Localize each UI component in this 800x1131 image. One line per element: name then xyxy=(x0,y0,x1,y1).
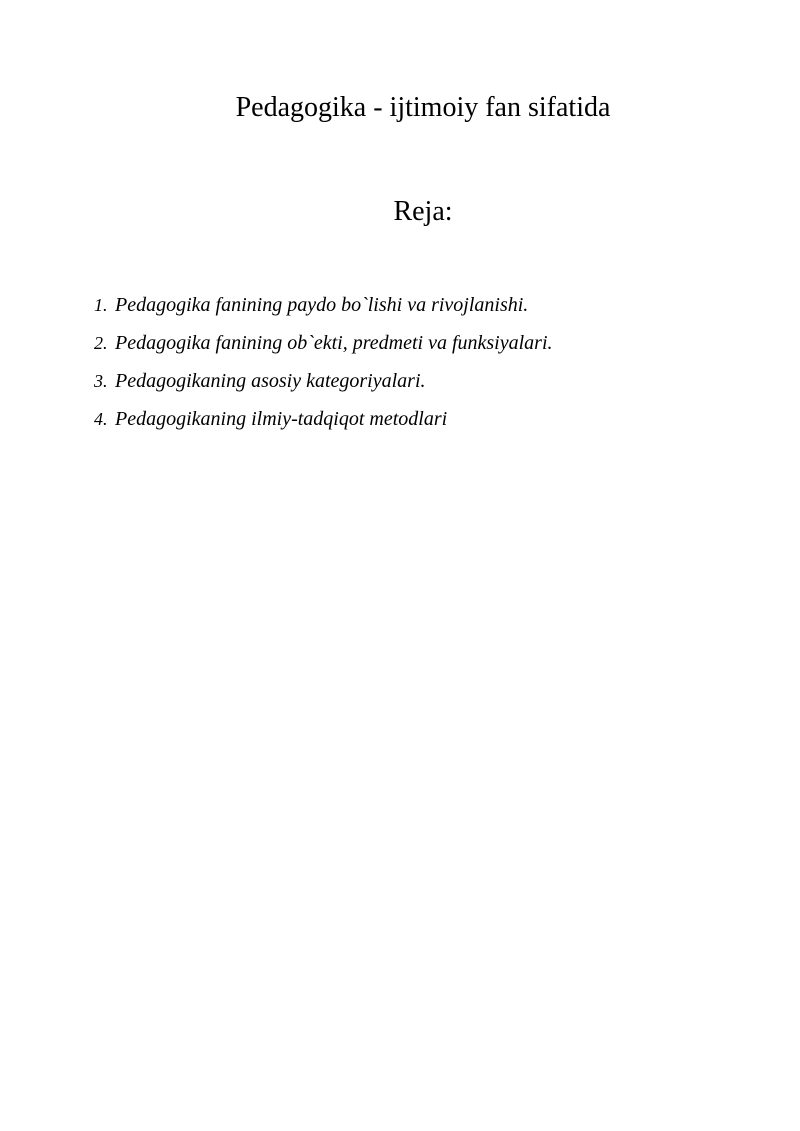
plan-item-number: 2. xyxy=(94,333,108,353)
plan-item-text: Pedagogika fanining paydo bo`lishi va rivojlanishi. xyxy=(115,294,529,316)
plan-item-number: 3. xyxy=(94,371,108,391)
plan-item xyxy=(94,404,553,442)
plan-item-text: Pedagogika fanining ob`ekti, predmeti va funksiyalari. xyxy=(115,332,553,354)
plan-item xyxy=(94,290,553,328)
plan-item-text: Pedagogikaning ilmiy-tadqiqot metodlari xyxy=(115,408,448,430)
plan-item-number: 4. xyxy=(94,409,108,429)
plan-item-text: Pedagogikaning asosiy kategoriyalari. xyxy=(115,370,426,392)
plan-item-number: 1. xyxy=(94,295,108,315)
plan-item xyxy=(94,328,553,366)
plan-list xyxy=(94,290,553,442)
plan-item xyxy=(94,366,553,404)
plan-heading: Reja: xyxy=(393,196,453,227)
document-title: Pedagogika - ijtimoiy fan sifatida xyxy=(235,92,611,123)
